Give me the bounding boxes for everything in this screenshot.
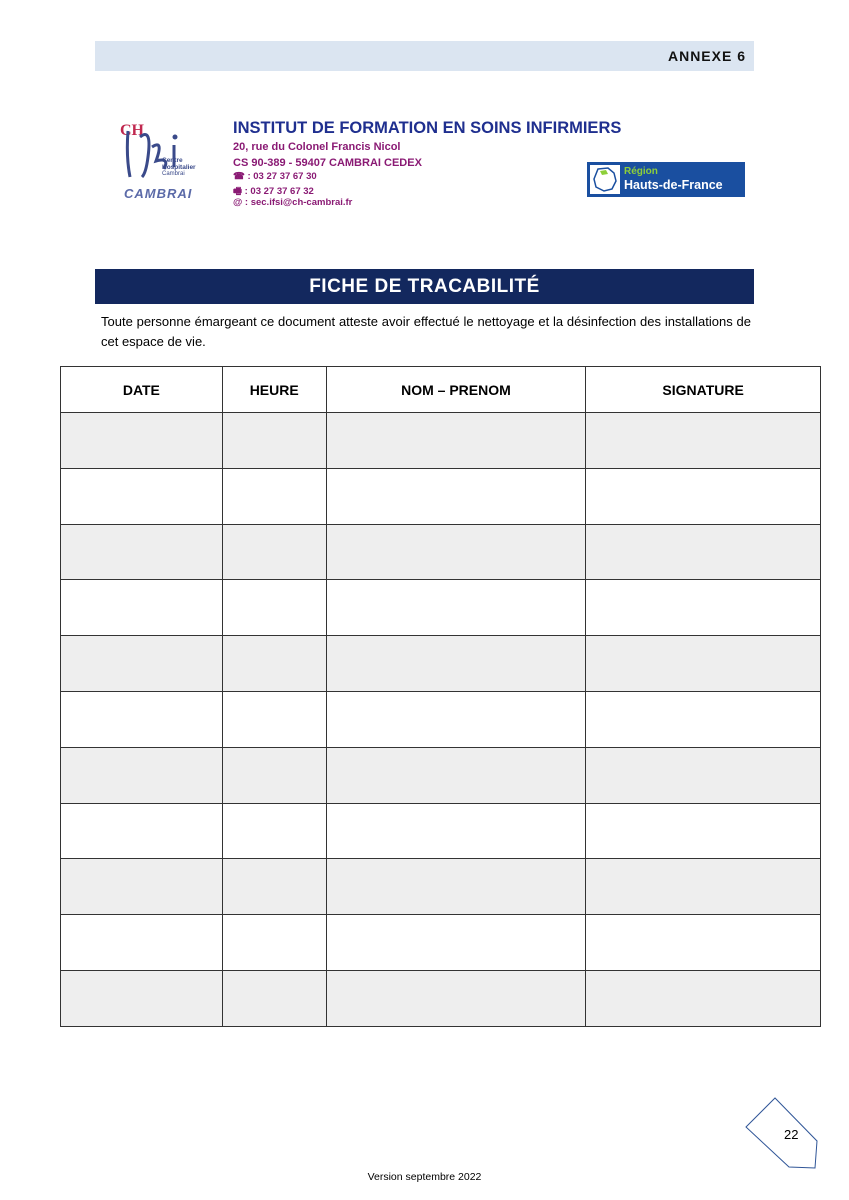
table-row [61,468,821,524]
cell-signature[interactable] [586,580,821,636]
cell-signature[interactable] [586,859,821,915]
region-word: Région [624,166,658,177]
cell-heure[interactable] [222,636,326,692]
cell-nom-prenom[interactable] [326,915,586,971]
cell-signature[interactable] [586,468,821,524]
email-address: @ : sec.ifsi@ch-cambrai.fr [233,197,353,208]
table-row [61,803,821,859]
cell-signature[interactable] [586,636,821,692]
cell-date[interactable] [61,803,223,859]
form-title-bar [95,269,754,304]
cell-date[interactable] [61,468,223,524]
cell-heure[interactable] [222,803,326,859]
logo-cambrai-small-text: Cambrai [162,171,185,177]
cell-heure[interactable] [222,970,326,1026]
cell-heure[interactable] [222,524,326,580]
cell-date[interactable] [61,524,223,580]
table-row [61,859,821,915]
cell-date[interactable] [61,413,223,469]
cell-heure[interactable] [222,691,326,747]
column-header-nom-prenom: NOM – PRENOM [326,367,586,413]
table-header-row [61,367,821,413]
fax-number: 🖷 : 03 27 37 67 32 [233,186,314,197]
cell-nom-prenom[interactable] [326,803,586,859]
region-name: Hauts-de-France [624,178,723,192]
cell-signature[interactable] [586,413,821,469]
table-row [61,970,821,1026]
cell-heure[interactable] [222,915,326,971]
cell-date[interactable] [61,915,223,971]
cell-nom-prenom[interactable] [326,413,586,469]
cell-heure[interactable] [222,580,326,636]
column-header-date: DATE [61,367,223,413]
address-line-2: CS 90-389 - 59407 CAMBRAI CEDEX [233,157,422,169]
table-row [61,580,821,636]
traceability-table [60,366,821,1027]
cell-signature[interactable] [586,524,821,580]
cell-date[interactable] [61,747,223,803]
form-title: FICHE DE TRACABILITÉ [309,276,540,297]
logo-centre-hospitalier-text: Centre Hospitalier [162,157,196,171]
cell-date[interactable] [61,970,223,1026]
cell-signature[interactable] [586,915,821,971]
address-line-1: 20, rue du Colonel Francis Nicol [233,141,401,153]
cell-date[interactable] [61,691,223,747]
table-body [61,413,821,1027]
cell-nom-prenom[interactable] [326,580,586,636]
table-row [61,524,821,580]
cell-signature[interactable] [586,691,821,747]
version-footer: Version septembre 2022 [367,1171,482,1183]
cell-nom-prenom[interactable] [326,524,586,580]
region-hauts-de-france-logo [587,162,745,197]
page-number: 22 [784,1127,799,1142]
table-row [61,747,821,803]
form-intro-text: Toute personne émargeant ce document atteste avoir effectué le nettoyage et la désinfection des installations de cet espace de vie. [101,314,751,349]
cell-nom-prenom[interactable] [326,636,586,692]
phone-number: ☎ : 03 27 37 67 30 [233,171,317,182]
cell-heure[interactable] [222,468,326,524]
table-row [61,413,821,469]
france-map-icon [590,165,620,194]
cell-nom-prenom[interactable] [326,970,586,1026]
cell-date[interactable] [61,859,223,915]
institute-title: INSTITUT DE FORMATION EN SOINS INFIRMIERS [233,119,622,137]
table-row [61,691,821,747]
table-row [61,915,821,971]
cell-date[interactable] [61,580,223,636]
cell-nom-prenom[interactable] [326,691,586,747]
cell-heure[interactable] [222,413,326,469]
cell-signature[interactable] [586,803,821,859]
cell-date[interactable] [61,636,223,692]
cell-signature[interactable] [586,970,821,1026]
cell-nom-prenom[interactable] [326,468,586,524]
cell-signature[interactable] [586,747,821,803]
logo-cambrai-text: CAMBRAI [124,186,193,201]
column-header-signature: SIGNATURE [586,367,821,413]
table-row [61,636,821,692]
column-header-heure: HEURE [222,367,326,413]
cell-heure[interactable] [222,859,326,915]
annex-label: ANNEXE 6 [667,48,746,64]
cell-nom-prenom[interactable] [326,859,586,915]
annex-bar [95,41,754,71]
page-number-badge [745,1097,819,1169]
cell-heure[interactable] [222,747,326,803]
svg-text:CH: CH [120,122,144,139]
cell-nom-prenom[interactable] [326,747,586,803]
